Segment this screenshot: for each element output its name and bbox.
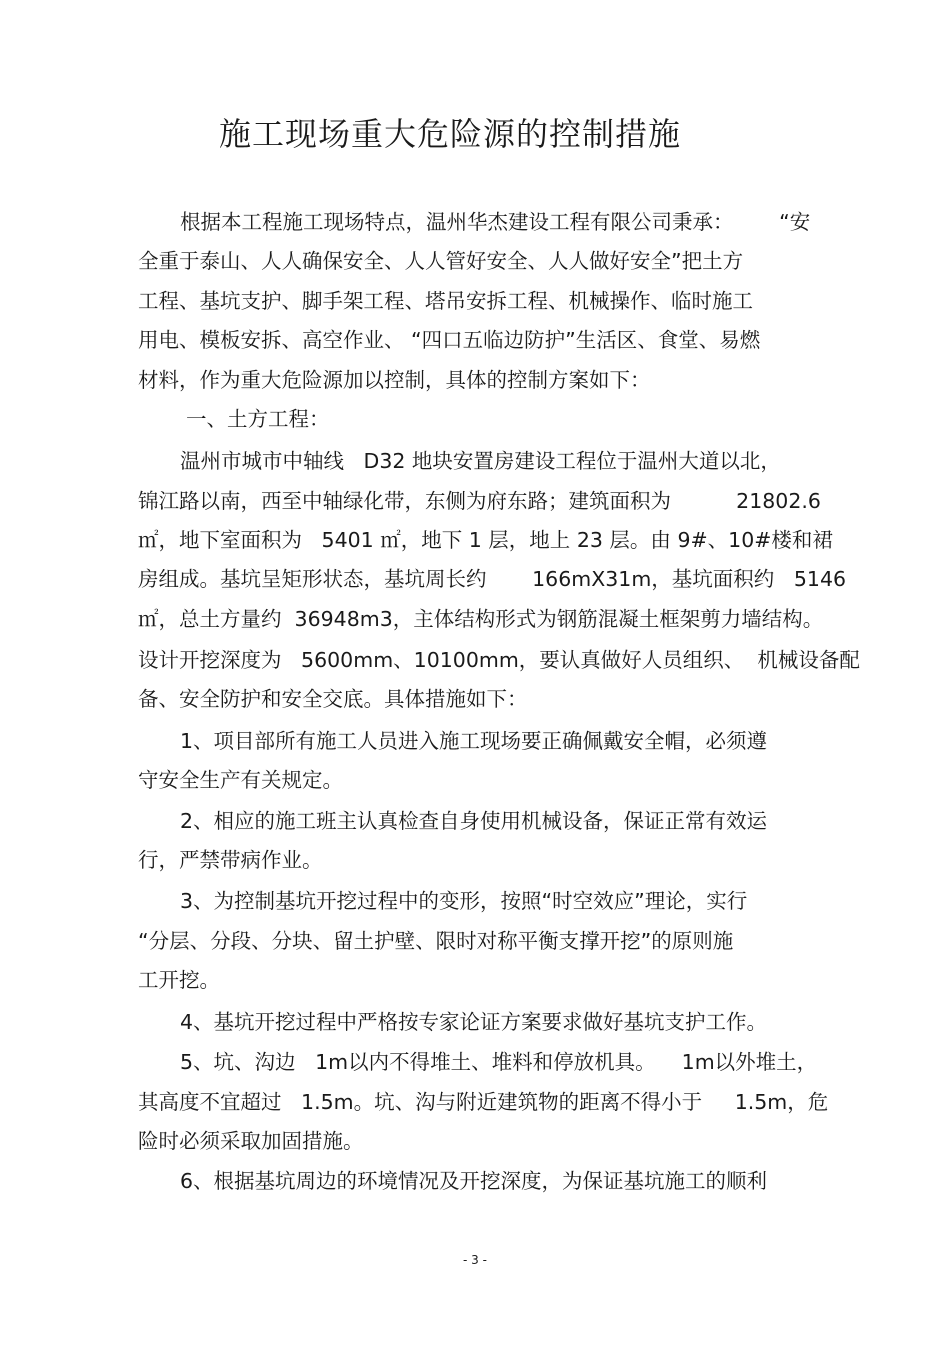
paragraph-line: 根据本工程施工现场特点，温州华杰建设工程有限公司秉承： “安	[180, 210, 811, 234]
page-number: - 3 -	[463, 1253, 487, 1267]
list-item-line: 险时必须采取加固措施。	[138, 1129, 364, 1153]
document-title: 施工现场重大危险源的控制措施	[218, 115, 681, 153]
paragraph-line: 用电、模板安拆、高空作业、 “四口五临边防护”生活区、食堂、易燃	[138, 328, 761, 352]
section-heading: 一、土方工程：	[186, 407, 330, 431]
paragraph-line: 工程、基坑支护、脚手架工程、塔吊安拆工程、机械操作、临时施工	[138, 289, 753, 313]
list-item-line: 2、相应的施工班主认真检查自身使用机械设备，保证正常有效运	[180, 809, 768, 833]
list-item-line: 3、为控制基坑开挖过程中的变形，按照“时空效应”理论，实行	[180, 889, 748, 913]
paragraph-line: 全重于泰山、人人确保安全、人人管好安全、人人做好安全”把土方	[138, 249, 744, 273]
paragraph-line: 房组成。基坑呈矩形状态，基坑周长约 166mX31m，基坑面积约 5146	[138, 567, 847, 591]
list-item-line: 6、根据基坑周边的环境情况及开挖深度，为保证基坑施工的顺利	[180, 1169, 768, 1193]
list-item-line: 5、坑、沟边 1m以内不得堆土、堆料和停放机具。 1m以外堆土，	[180, 1050, 818, 1074]
paragraph-line: 备、安全防护和安全交底。具体措施如下：	[138, 687, 528, 711]
list-item-line: 其高度不宜超过 1.5m。坑、沟与附近建筑物的距离不得小于 1.5m，危	[138, 1090, 829, 1114]
list-item-line: 4、基坑开挖过程中严格按专家论证方案要求做好基坑支护工作。	[180, 1010, 768, 1034]
list-item-line: 行，严禁带病作业。	[138, 848, 323, 872]
paragraph-line: 温州市城市中轴线 D32 地块安置房建设工程位于温州大道以北，	[180, 449, 781, 473]
paragraph-line: 材料，作为重大危险源加以控制，具体的控制方案如下：	[138, 368, 651, 392]
list-item-line: 1、项目部所有施工人员进入施工现场要正确佩戴安全帽，必须遵	[180, 729, 768, 753]
list-item-line: “分层、分段、分块、留土护壁、限时对称平衡支撑开挖”的原则施	[138, 929, 734, 953]
list-item-line: 守安全生产有关规定。	[138, 768, 343, 792]
paragraph-line: 设计开挖深度为 5600mm、10100mm，要认真做好人员组织、 机械设备配	[138, 648, 860, 672]
list-item-line: 工开挖。	[138, 968, 220, 992]
paragraph-line: ㎡，总土方量约 36948m3，主体结构形式为钢筋混凝土框架剪力墙结构。	[138, 607, 824, 631]
paragraph-line: ㎡，地下室面积为 5401 ㎡，地下 1 层，地上 23 层。由 9#、10#楼和裙	[138, 528, 833, 552]
paragraph-line: 锦江路以南，西至中轴绿化带，东侧为府东路；建筑面积为 21802.6	[138, 489, 821, 513]
